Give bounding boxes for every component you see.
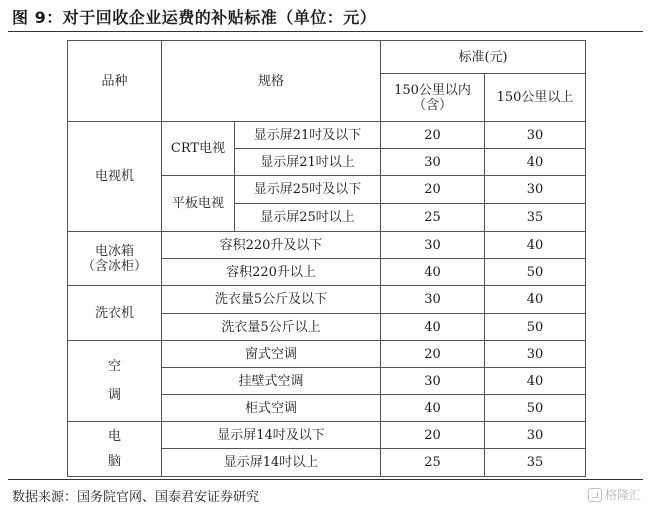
spec-cell: 显示屏25吋以上 [235,204,381,232]
watermark [588,486,641,503]
watermark-text: 格隆汇 [604,488,641,502]
value-within: 40 [381,314,485,341]
value-within: 30 [381,286,485,314]
value-within: 30 [381,149,485,176]
value-over: 50 [485,314,586,341]
value-within: 40 [381,395,485,422]
category-pc [68,422,162,477]
value-over: 50 [485,259,586,286]
spec-cell: 容积220升以上 [162,259,381,286]
value-over: 30 [485,122,586,149]
value-within: 30 [381,232,485,259]
value-within: 20 [381,341,485,368]
source-note: 数据来源：国务院官网、国泰君安证券研究 [12,490,260,505]
figure-title: 图 9：对于回收企业运费的补贴标准（单位：元） [12,8,377,27]
spec-cell: 显示屏21吋以上 [235,149,381,176]
spec-cell: 容积220升及以下 [162,232,381,259]
spec-cell: 挂壁式空调 [162,368,381,395]
spec-cell: 显示屏14吋及以下 [162,422,381,449]
value-over: 40 [485,368,586,395]
category-ac-char2: 调 [107,388,121,403]
subcategory-flat: 平板电视 [162,176,235,232]
category-pc-char2: 脑 [107,454,121,469]
category-ac [68,341,162,422]
value-over: 40 [485,149,586,176]
bottom-rule [8,479,643,480]
value-over: 30 [485,341,586,368]
header-category: 品种 [68,41,162,122]
table-row [68,286,586,314]
subsidy-standard-table [67,40,586,477]
spec-cell: 洗衣量5公斤及以下 [162,286,381,314]
value-within: 20 [381,176,485,204]
header-spec: 规格 [162,41,381,122]
value-over: 35 [485,204,586,232]
category-washer: 洗衣机 [68,286,162,341]
value-over: 30 [485,422,586,449]
spec-cell: 显示屏25吋及以下 [235,176,381,204]
value-over: 30 [485,176,586,204]
value-within: 25 [381,449,485,477]
spec-cell: 窗式空调 [162,341,381,368]
header-over-150km: 150公里以上 [485,74,586,122]
header-standard: 标准(元) [381,41,586,74]
spec-cell: 显示屏14吋以上 [162,449,381,477]
value-within: 20 [381,122,485,149]
value-within: 20 [381,422,485,449]
category-fridge [68,232,162,286]
table-row [68,232,586,259]
spec-cell: 洗衣量5公斤以上 [162,314,381,341]
value-within: 25 [381,204,485,232]
value-within: 40 [381,259,485,286]
spec-cell: 显示屏21吋及以下 [235,122,381,149]
subcategory-crt: CRT电视 [162,122,235,176]
category-ac-char1: 空 [107,359,121,374]
value-over: 40 [485,286,586,314]
table-row [68,341,586,368]
category-tv: 电视机 [68,122,162,232]
category-pc-char1: 电 [107,429,121,444]
table-row [68,122,586,149]
gelonghui-logo-icon [588,488,602,502]
category-fridge-line1: 电冰箱 [94,243,134,259]
value-over: 35 [485,449,586,477]
header-within-150km: 150公里以内（含） [381,74,485,122]
top-rule [8,31,643,32]
value-over: 50 [485,395,586,422]
value-within: 30 [381,368,485,395]
table-row [68,422,586,449]
value-over: 40 [485,232,586,259]
spec-cell: 柜式空调 [162,395,381,422]
category-fridge-line2: （含冰柜） [81,258,147,274]
